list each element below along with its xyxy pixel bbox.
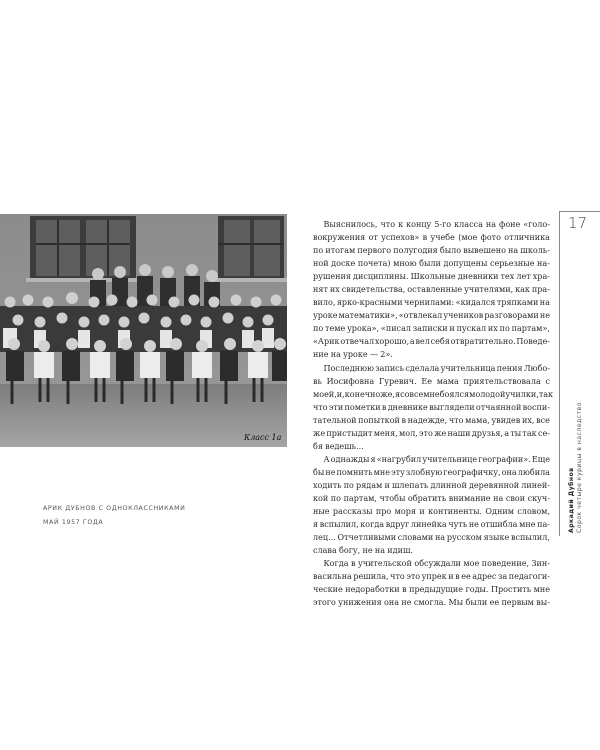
text-line: ходить по рядам и шлепать длинной деревянной линей- [313,480,550,490]
text-line: слава богу, не на идиш. [313,546,413,556]
running-head [568,402,584,533]
text-line: А однажды я «нагрубил учительнице географии». Еще [323,454,550,464]
text-line: бя ведешь... [313,441,364,451]
text-line: ческие недоработки в предыдущие годы. Простить мне [313,585,550,595]
text-line: вило, ярко-красными чернилами: «кидался тряпками на [313,298,550,308]
text-line: Последнюю запись сделала учительница пения Любо- [323,363,550,373]
text-line: моей, и, конечно же, я совсем не боялся молодой училки, так [313,389,554,399]
window-right [214,216,287,282]
caption-line-2: МАЙ 1957 ГОДА [43,519,104,526]
body-text [313,218,554,609]
text-line: кой по партам, чтобы обратить внимание на свои скуч- [313,493,550,503]
class-photo [0,214,287,447]
text-line: ной доске почета) мною были допущены серьезные на- [313,259,550,269]
photo-inscription: Класс 1а [244,433,282,442]
text-line: васильна решила, что это упрек и в ее адрес за педагоги- [313,572,550,582]
text-line: Выяснилось, что к концу 5-го класса на фоне «голо- [323,220,550,229]
text-line: Когда в учительской обсуждали мое поведение, Зин- [323,559,550,569]
text-line: бы не помнить мне эту злобную географичку, она любила [313,467,550,477]
margin-rule [559,211,560,536]
page-number: 17 [568,214,588,232]
text-line: нят их свидетельства, оставленные учителями, как пра- [313,285,550,295]
photo-caption [43,502,185,530]
text-line: вокружения от успехов» в учебе (мое фото отличника [313,233,550,243]
text-line: что эти пометки в дневнике выглядели отчаянной воспи- [313,402,550,412]
text-line: ние на уроке — 2». [313,350,393,360]
text-line: ные рассказы про моря и континенты. Одним словом, [313,507,550,517]
text-line: рушения дисциплины. Школьные дневники тех лет хра- [313,272,550,282]
caption-line-1: АРИК ДУБНОВ С ОДНОКЛАССНИКАМИ [43,505,186,512]
text-line: лец... Отчетливыми словами на русском языке вспылил, [313,533,550,543]
running-head-author: Аркадий Дубнов [568,467,575,533]
text-line: по итогам первого полугодия было вывешено на школь- [313,246,550,256]
text-line: вь Иосифовна Гуревич. Ее мама приятельствовала с [313,376,550,386]
text-line: тательной попыткой в надежде, что мама, увидев их, все [313,415,550,425]
class-photo-image [0,214,287,447]
text-line: этого унижения она не смогла. Мы были ее первым вы- [313,598,550,608]
text-line: по теме урока», «писал записки и пускал их по партам», [313,324,550,334]
text-line: «Арик отвечал хорошо, а вел себя отвратительно. Поведе- [313,337,550,347]
header-rule [559,211,600,212]
text-line: я вспылил, когда вдруг линейка чуть не отшибла мне па- [313,520,550,530]
text-line: же пристыдит меня, мол, это же наши друзья, а ты так се- [313,428,550,438]
text-line: уроке математики», «отвлекал учеников разговорами не [313,311,550,321]
running-head-book: Сорок четыре курицы в наследство [576,402,583,533]
